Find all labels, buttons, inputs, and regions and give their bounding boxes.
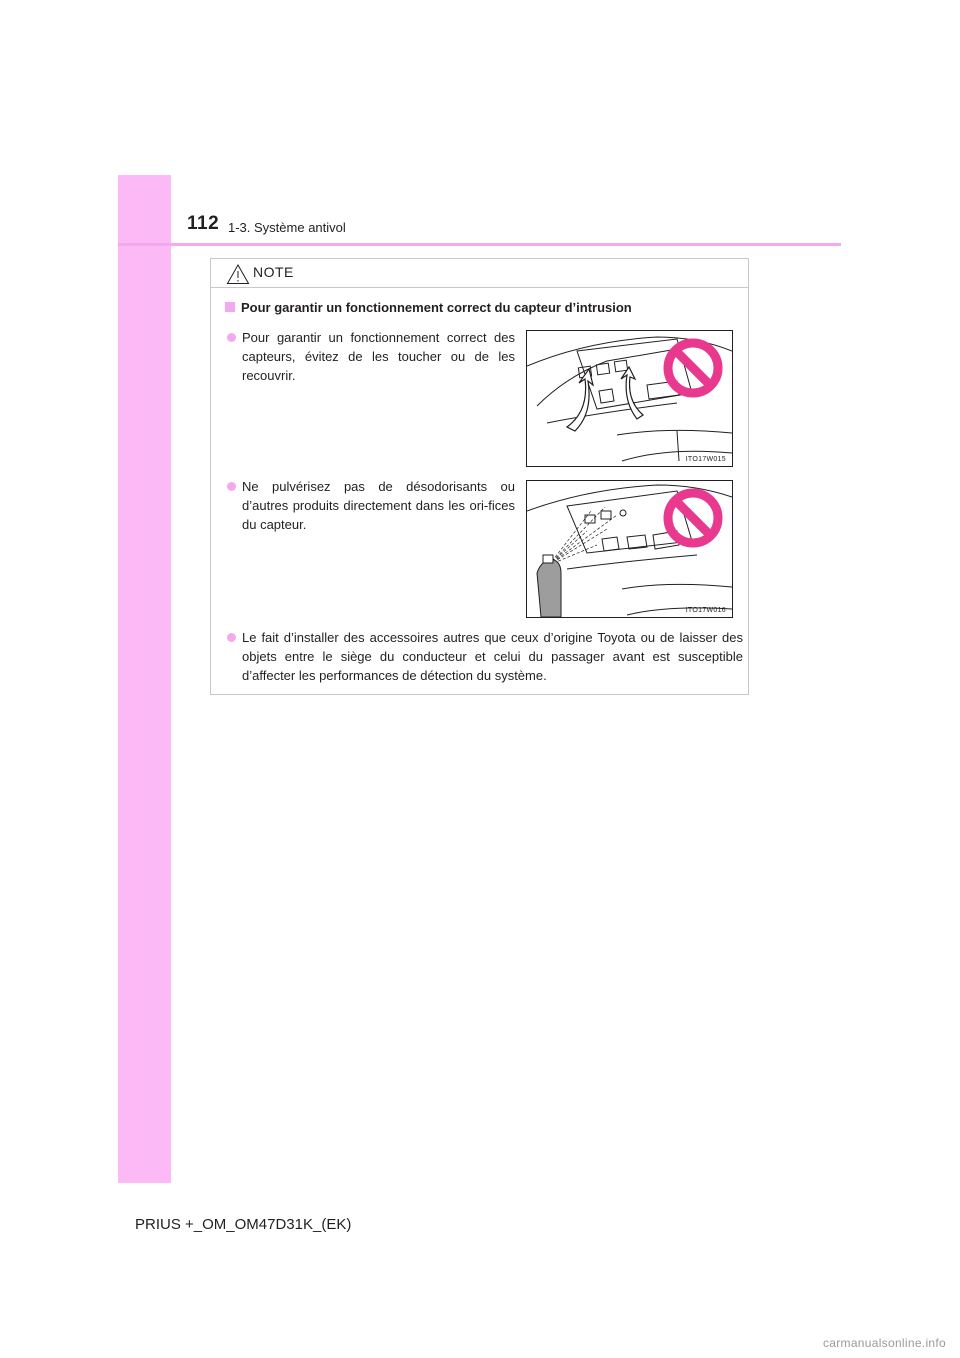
section-title: 1-3. Système antivol [228, 220, 346, 235]
note-heading-text: Pour garantir un fonctionnement correct du capteur d’intrusion [241, 300, 632, 315]
note-box [210, 258, 749, 695]
footer-model-code: PRIUS +_OM_OM47D31K_(EK) [135, 1216, 352, 1233]
figure-code: ITO17W016 [685, 607, 726, 614]
prohibition-icon [662, 337, 724, 399]
watermark: carmanualsonline.info [822, 1336, 946, 1350]
figure-code: ITO17W015 [685, 456, 726, 463]
sidebar-tab [118, 175, 171, 1183]
bullet-text: Pour garantir un fonctionnement correct des capteurs, évitez de les toucher ou de les recouvrir. [242, 330, 515, 383]
note-header [211, 259, 748, 288]
note-heading [225, 300, 632, 315]
illustration-touch-sensor [526, 330, 733, 467]
list-item [242, 628, 743, 685]
list-item [242, 477, 515, 534]
bullet-text: Ne pulvérisez pas de désodorisants ou d’autres produits directement dans les ori-fices du capteur. [242, 479, 515, 532]
header-rule [118, 243, 841, 246]
list-item [242, 328, 515, 385]
note-label: NOTE [253, 264, 294, 280]
bullet-dot-icon [227, 482, 236, 491]
warning-triangle-icon [226, 263, 250, 285]
page-number: 112 [187, 213, 220, 234]
bullet-dot-icon [227, 333, 236, 342]
prohibition-icon [662, 487, 724, 549]
square-bullet-icon [225, 302, 235, 312]
illustration-spray [526, 480, 733, 618]
bullet-text: Le fait d’installer des accessoires autres que ceux d’origine Toyota ou de laisser des objets entre le siège du conducteur et celui du passager avant est susceptible d’affecter les performances de détection du système. [242, 630, 743, 683]
bullet-dot-icon [227, 633, 236, 642]
